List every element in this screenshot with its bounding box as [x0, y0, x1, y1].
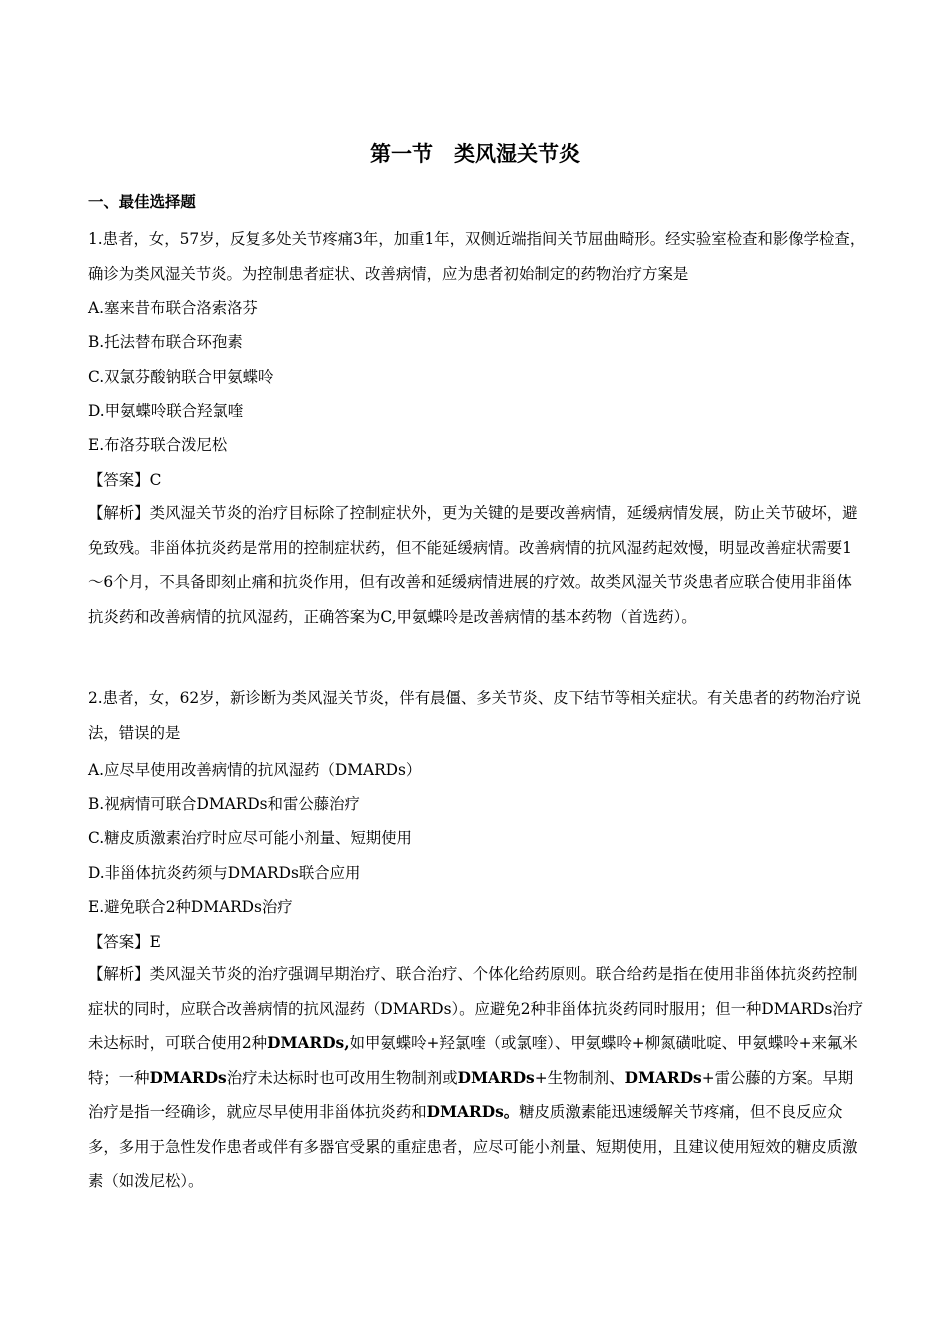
- question-1-option-a: A.塞来昔布联合洛索洛芬: [88, 299, 258, 317]
- question-2-option-c: C.糖皮质激素治疗时应尽可能小剂量、短期使用: [88, 829, 412, 847]
- question-2-option-e: E.避免联合2种DMARDs治疗: [88, 898, 293, 916]
- question-1-stem: 1.患者，女，57岁，反复多处关节疼痛3年，加重1年，双侧近端指间关节屈曲畸形。经实验室检查和影像学检查，确诊为类风湿关节炎。为控制患者症状、改善病情，应为患者初始制定的药物治疗方案是: [88, 230, 866, 283]
- analysis-text: +雷公藤的方案。早期治疗是指一经确诊，就应尽早使用非甾体抗炎药和: [88, 1068, 854, 1121]
- analysis-bold-term: DMARDs: [624, 1068, 702, 1087]
- question-2-analysis: [88, 957, 866, 1199]
- analysis-bold-term: DMARDs。: [426, 1103, 520, 1121]
- question-1-option-d: D.甲氨蝶呤联合羟氯喹: [88, 402, 244, 420]
- analysis-bold-term: DMARDs: [149, 1068, 227, 1087]
- analysis-text: 糖皮质激素能迅速缓解关节疼痛，但不良反应众多，多用于急性发作患者或伴有多器官受累的重症患者，应尽可能小剂量、短期使用，且建议使用短效的糖皮质激素（如泼尼松）。: [88, 1103, 858, 1190]
- analysis-text: 【解析】类风湿关节炎的治疗强调早期治疗、联合治疗、个体化给药原则。联合给药是指在使用非甾体抗炎药控制症状的同时，应联合改善病情的抗风湿药（DMARDs）。应避免2种非甾体抗炎药同时服用；但一种DMARDs治疗未达标时，可联合使用2种: [88, 965, 864, 1052]
- question-2-option-d: D.非甾体抗炎药须与DMARDs联合应用: [88, 864, 361, 882]
- page-title: 第一节 类风湿关节炎: [370, 142, 580, 166]
- analysis-text: +生物制剂、: [534, 1068, 625, 1087]
- question-1-option-e: E.布洛芬联合泼尼松: [88, 436, 228, 454]
- question-1-answer: 【答案】C: [88, 471, 162, 489]
- question-2-option-a: A.应尽早使用改善病情的抗风湿药（DMARDs）: [88, 761, 422, 779]
- question-2-stem: 2.患者，女，62岁，新诊断为类风湿关节炎，伴有晨僵、多关节炎、皮下结节等相关症状。有关患者的药物治疗说法，错误的是: [88, 689, 862, 742]
- analysis-text: 如甲氨蝶呤+羟氯喹（或氯喹）、甲氨蝶呤+柳氮磺吡啶、甲氨蝶呤+来氟米特；一种: [88, 1034, 858, 1087]
- question-2-option-b: B.视病情可联合DMARDs和雷公藤治疗: [88, 795, 360, 813]
- question-1-option-c: C.双氯芬酸钠联合甲氨蝶呤: [88, 368, 274, 386]
- section-heading: 一、最佳选择题: [88, 193, 196, 211]
- analysis-bold-term: DMARDs: [457, 1068, 535, 1087]
- analysis-bold-term: DMARDs,: [267, 1034, 350, 1052]
- analysis-text: 治疗未达标时也可改用生物制剂或: [226, 1068, 458, 1087]
- question-1-analysis: 【解析】类风湿关节炎的治疗目标除了控制症状外，更为关键的是要改善病情，延缓病情发展，防止关节破坏，避免致残。非甾体抗炎药是常用的控制症状药，但不能延缓病情。改善病情的抗风湿药起效慢，明显改善症状需要1～6个月，不具备即刻止痛和抗炎作用，但有改善和延缓病情进展的疗效。故类风湿关节炎患者应联合使用非甾体抗炎药和改善病情的抗风湿药，正确答案为C,甲氨蝶呤是改善病情的基本药物（首选药）。: [88, 504, 858, 626]
- question-2-answer: 【答案】E: [88, 933, 161, 951]
- question-1-option-b: B.托法替布联合环孢素: [88, 333, 243, 351]
